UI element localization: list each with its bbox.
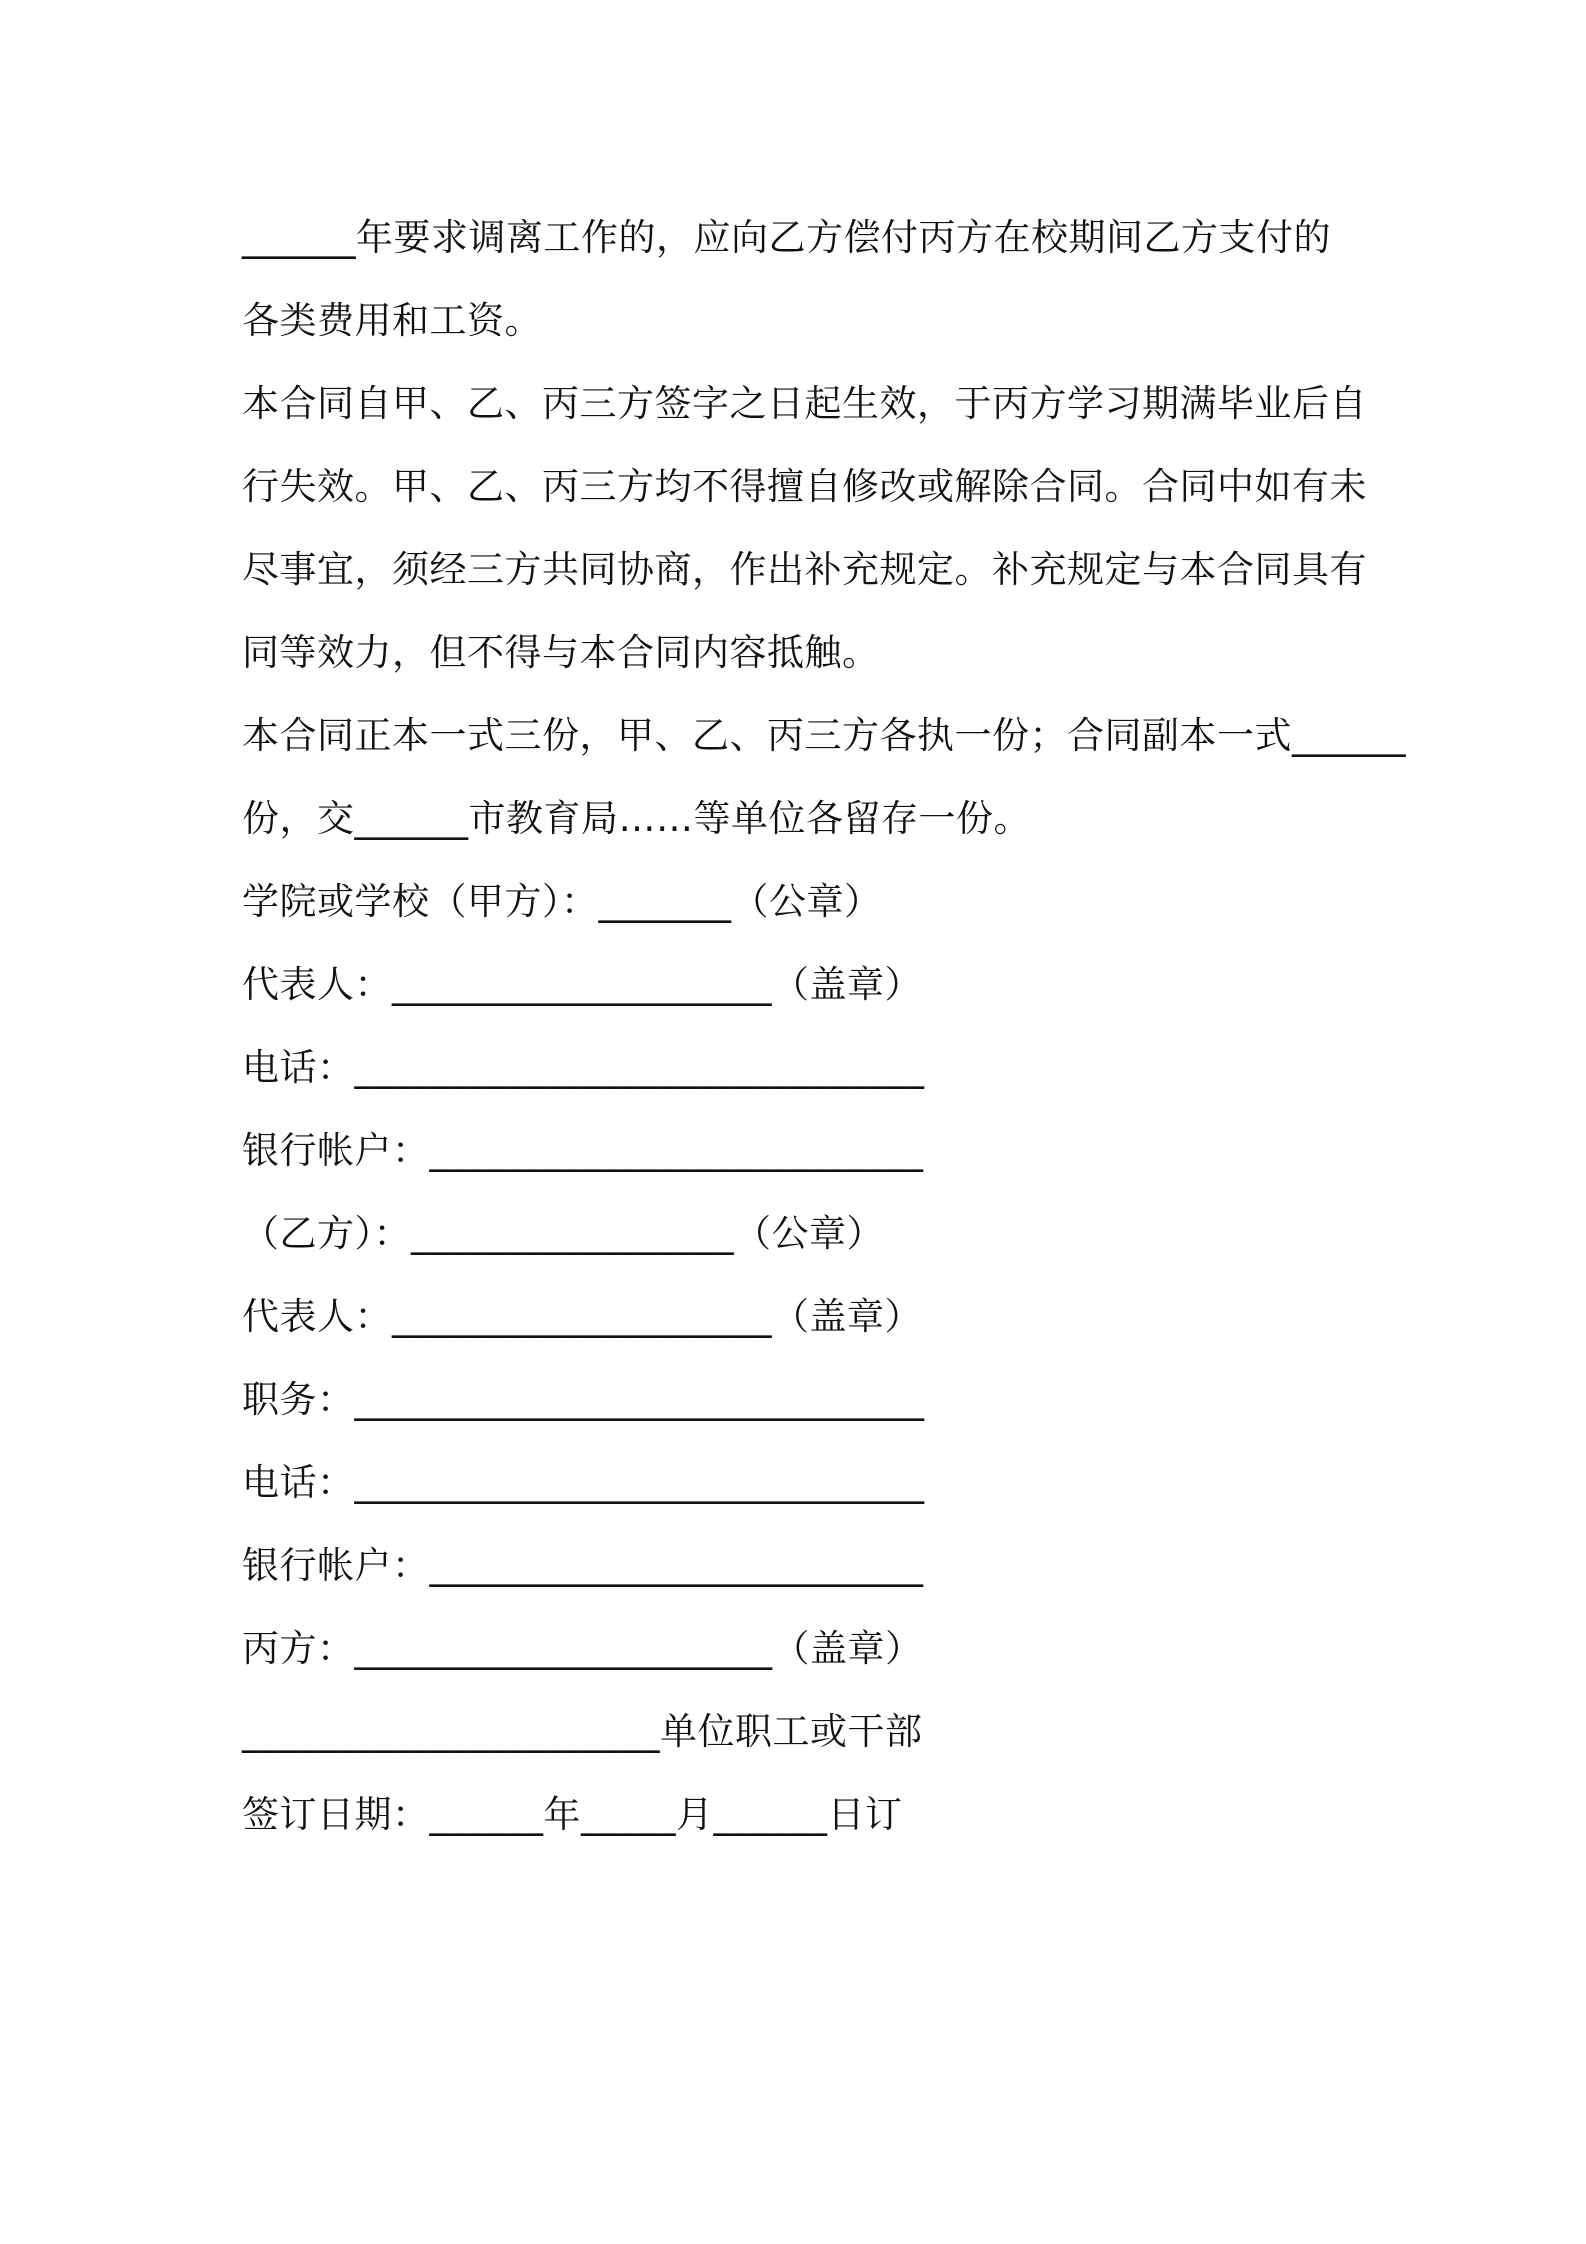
party-b-title-field: 职务：______________________________ — [242, 1378, 925, 1421]
text-line: 本合同正本一式三份，甲、乙、丙三方各执一份；合同副本一式______ — [242, 714, 1406, 757]
paragraph-copies — [242, 694, 1406, 860]
text-line: 各类费用和工资。 — [242, 299, 542, 342]
party-a-phone-field: 电话：______________________________ — [242, 1046, 925, 1089]
paragraph-resignation-compensation — [242, 196, 1354, 362]
party-a-bank-account-field: 银行帐户：__________________________ — [242, 1129, 924, 1172]
signature-block — [242, 860, 1354, 1856]
party-a-school-field: 学院或学校（甲方）：_______（公章） — [242, 880, 882, 923]
party-b-representative-field: 代表人：____________________（盖章） — [242, 1295, 922, 1338]
text-line: 份，交______市教育局……等单位各留存一份。 — [242, 797, 1031, 840]
paragraph-effectiveness — [242, 362, 1367, 694]
party-b-bank-account-field: 银行帐户：__________________________ — [242, 1544, 924, 1587]
text-line: 行失效。甲、乙、丙三方均不得擅自修改或解除合同。合同中如有未 — [242, 465, 1367, 508]
text-line: 本合同自甲、乙、丙三方签字之日起生效，于丙方学习期满毕业后自 — [242, 382, 1367, 425]
text-line: 同等效力，但不得与本合同内容抵触。 — [242, 631, 880, 674]
party-c-field: 丙方：______________________（盖章） — [242, 1627, 923, 1670]
party-a-representative-field: 代表人：____________________（盖章） — [242, 963, 922, 1006]
party-b-field: （乙方）：_________________（公章） — [242, 1212, 884, 1255]
text-line: ______年要求调离工作的，应向乙方偿付丙方在校期间乙方支付的 — [242, 216, 1331, 259]
party-b-phone-field: 电话：______________________________ — [242, 1461, 925, 1504]
contract-text — [242, 196, 1406, 1856]
party-c-unit-field: ______________________单位职工或干部 — [242, 1710, 923, 1753]
signing-date-field: 签订日期：______年_____月______日订 — [242, 1793, 903, 1836]
text-line: 尽事宜，须经三方共同协商，作出补充规定。补充规定与本合同具有 — [242, 548, 1367, 591]
